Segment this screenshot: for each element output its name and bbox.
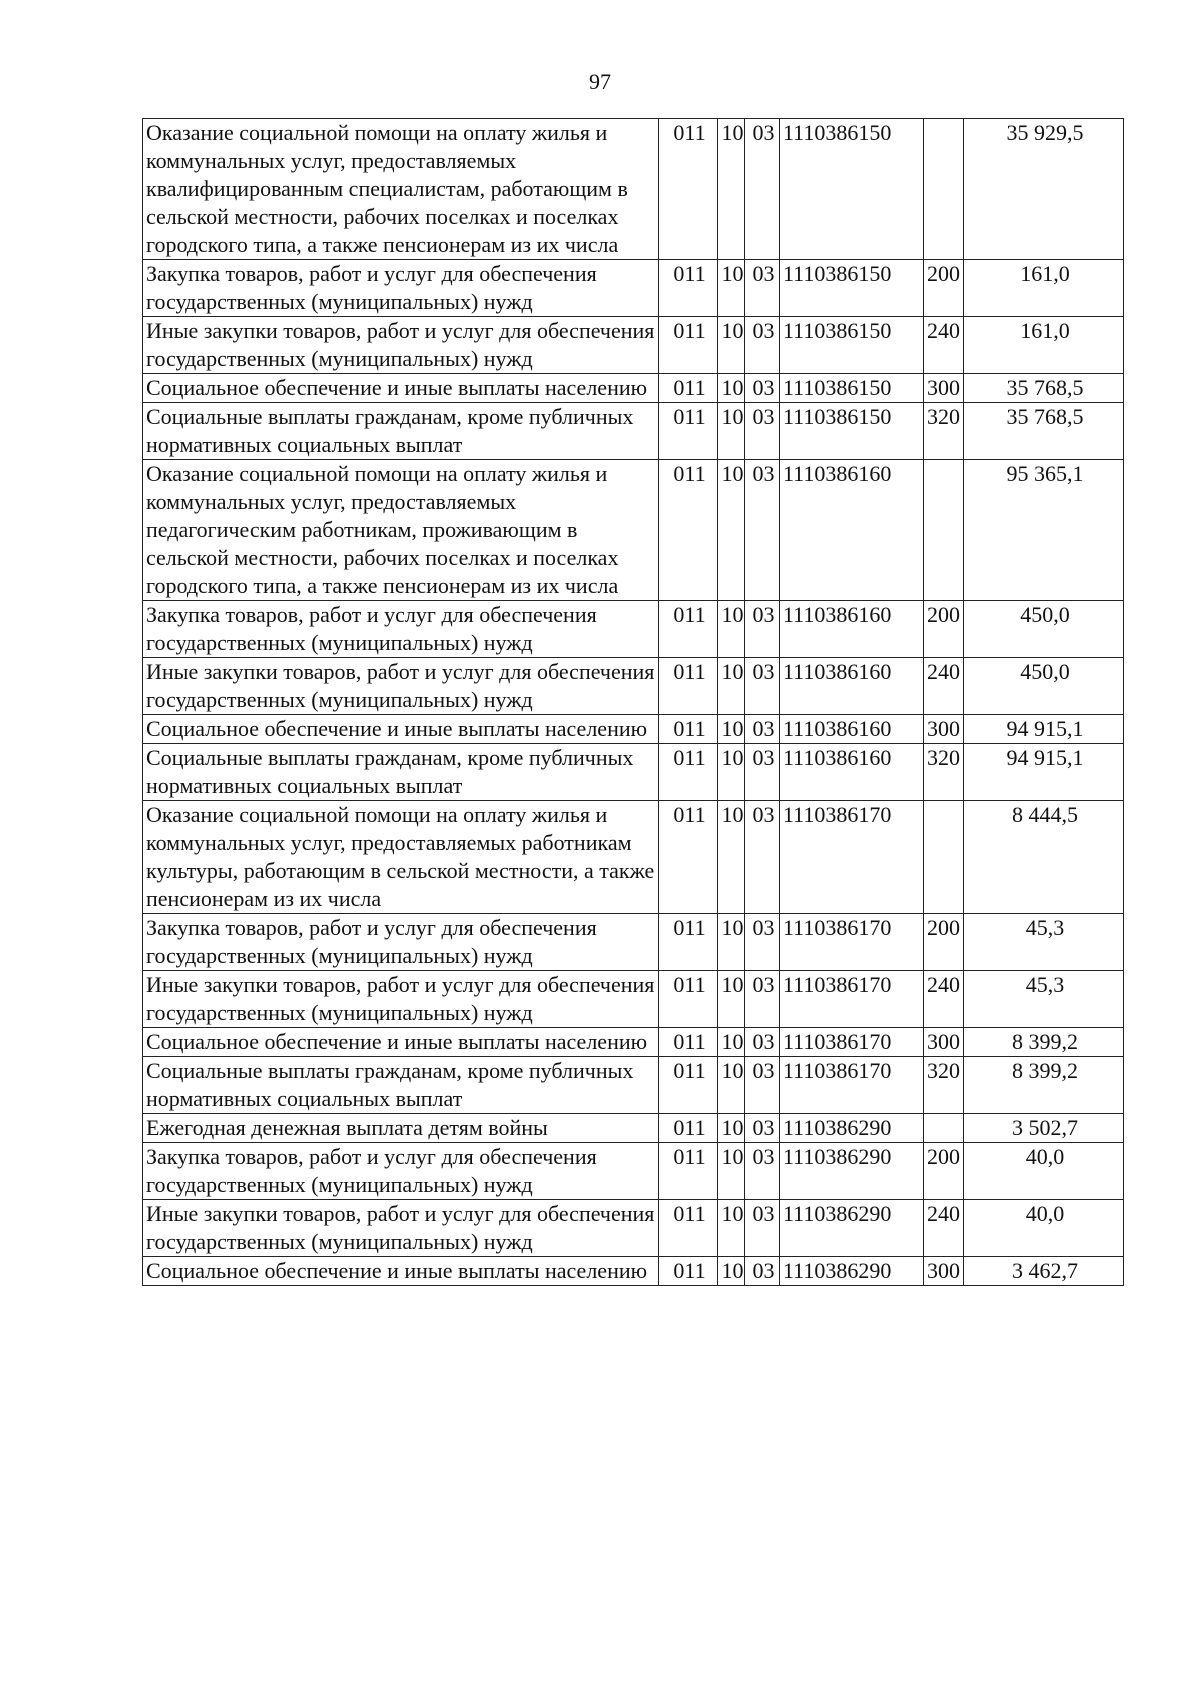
table-row [143, 744, 1124, 801]
section-code-cell: 10 [718, 1114, 745, 1143]
budget-table [142, 118, 1124, 1286]
amount-cell: 8 399,2 [964, 1028, 1124, 1057]
expense-name-cell: Ежегодная денежная выплата детям войны [143, 1114, 659, 1143]
expense-name-cell: Закупка товаров, работ и услуг для обеспечения государственных (муниципальных) нужд [143, 914, 659, 971]
amount-cell: 45,3 [964, 971, 1124, 1028]
target-article-cell: 1110386160 [780, 744, 924, 801]
page-number: 97 [589, 69, 611, 94]
expense-name-cell: Иные закупки товаров, работ и услуг для обеспечения государственных (муниципальных) нужд [143, 317, 659, 374]
expense-type-cell: 200 [924, 914, 964, 971]
subsection-code-cell: 03 [745, 1028, 780, 1057]
amount-cell: 40,0 [964, 1143, 1124, 1200]
expense-type-cell: 300 [924, 1028, 964, 1057]
section-code-cell: 10 [718, 460, 745, 601]
subsection-code-cell: 03 [745, 1143, 780, 1200]
subsection-code-cell: 03 [745, 374, 780, 403]
department-code-cell: 011 [659, 119, 718, 260]
amount-cell: 40,0 [964, 1200, 1124, 1257]
amount-cell: 161,0 [964, 260, 1124, 317]
expense-type-cell: 240 [924, 658, 964, 715]
section-code-cell: 10 [718, 1143, 745, 1200]
amount-cell: 161,0 [964, 317, 1124, 374]
expense-name-cell: Закупка товаров, работ и услуг для обеспечения государственных (муниципальных) нужд [143, 1143, 659, 1200]
subsection-code-cell: 03 [745, 744, 780, 801]
department-code-cell: 011 [659, 914, 718, 971]
subsection-code-cell: 03 [745, 317, 780, 374]
section-code-cell: 10 [718, 658, 745, 715]
table-row [143, 1057, 1124, 1114]
subsection-code-cell: 03 [745, 1057, 780, 1114]
expense-name-cell: Социальное обеспечение и иные выплаты населению [143, 1028, 659, 1057]
target-article-cell: 1110386150 [780, 119, 924, 260]
table-row [143, 119, 1124, 260]
subsection-code-cell: 03 [745, 260, 780, 317]
section-code-cell: 10 [718, 1257, 745, 1286]
expense-name-cell: Иные закупки товаров, работ и услуг для обеспечения государственных (муниципальных) нужд [143, 971, 659, 1028]
table-row [143, 1257, 1124, 1286]
section-code-cell: 10 [718, 317, 745, 374]
table-row [143, 658, 1124, 715]
subsection-code-cell: 03 [745, 601, 780, 658]
target-article-cell: 1110386150 [780, 374, 924, 403]
subsection-code-cell: 03 [745, 1114, 780, 1143]
target-article-cell: 1110386160 [780, 601, 924, 658]
department-code-cell: 011 [659, 374, 718, 403]
expense-type-cell: 240 [924, 317, 964, 374]
section-code-cell: 10 [718, 971, 745, 1028]
department-code-cell: 011 [659, 744, 718, 801]
table-row [143, 1200, 1124, 1257]
table-row [143, 1143, 1124, 1200]
expense-type-cell: 200 [924, 1143, 964, 1200]
expense-type-cell: 200 [924, 601, 964, 658]
expense-type-cell: 320 [924, 403, 964, 460]
amount-cell: 3 462,7 [964, 1257, 1124, 1286]
table-row [143, 914, 1124, 971]
target-article-cell: 1110386290 [780, 1143, 924, 1200]
expense-name-cell: Закупка товаров, работ и услуг для обеспечения государственных (муниципальных) нужд [143, 260, 659, 317]
department-code-cell: 011 [659, 801, 718, 914]
subsection-code-cell: 03 [745, 1257, 780, 1286]
table-row [143, 1028, 1124, 1057]
subsection-code-cell: 03 [745, 460, 780, 601]
expense-name-cell: Закупка товаров, работ и услуг для обеспечения государственных (муниципальных) нужд [143, 601, 659, 658]
section-code-cell: 10 [718, 1200, 745, 1257]
table-row [143, 801, 1124, 914]
amount-cell: 94 915,1 [964, 715, 1124, 744]
department-code-cell: 011 [659, 971, 718, 1028]
section-code-cell: 10 [718, 260, 745, 317]
target-article-cell: 1110386170 [780, 914, 924, 971]
amount-cell: 95 365,1 [964, 460, 1124, 601]
department-code-cell: 011 [659, 1057, 718, 1114]
expense-name-cell: Социальное обеспечение и иные выплаты населению [143, 715, 659, 744]
amount-cell: 3 502,7 [964, 1114, 1124, 1143]
department-code-cell: 011 [659, 1028, 718, 1057]
section-code-cell: 10 [718, 601, 745, 658]
expense-type-cell [924, 801, 964, 914]
target-article-cell: 1110386170 [780, 801, 924, 914]
expense-type-cell [924, 119, 964, 260]
amount-cell: 35 768,5 [964, 374, 1124, 403]
table-row [143, 460, 1124, 601]
department-code-cell: 011 [659, 403, 718, 460]
department-code-cell: 011 [659, 715, 718, 744]
target-article-cell: 1110386150 [780, 403, 924, 460]
subsection-code-cell: 03 [745, 914, 780, 971]
section-code-cell: 10 [718, 1057, 745, 1114]
section-code-cell: 10 [718, 119, 745, 260]
expense-type-cell: 200 [924, 260, 964, 317]
target-article-cell: 1110386290 [780, 1257, 924, 1286]
department-code-cell: 011 [659, 1200, 718, 1257]
amount-cell: 8 444,5 [964, 801, 1124, 914]
amount-cell: 8 399,2 [964, 1057, 1124, 1114]
expense-type-cell: 240 [924, 971, 964, 1028]
department-code-cell: 011 [659, 317, 718, 374]
table-row [143, 374, 1124, 403]
target-article-cell: 1110386160 [780, 715, 924, 744]
section-code-cell: 10 [718, 744, 745, 801]
subsection-code-cell: 03 [745, 403, 780, 460]
amount-cell: 35 929,5 [964, 119, 1124, 260]
expense-name-cell: Социальные выплаты гражданам, кроме публичных нормативных социальных выплат [143, 1057, 659, 1114]
subsection-code-cell: 03 [745, 658, 780, 715]
amount-cell: 450,0 [964, 601, 1124, 658]
section-code-cell: 10 [718, 801, 745, 914]
amount-cell: 35 768,5 [964, 403, 1124, 460]
target-article-cell: 1110386170 [780, 1057, 924, 1114]
expense-type-cell: 300 [924, 374, 964, 403]
expense-name-cell: Социальное обеспечение и иные выплаты населению [143, 374, 659, 403]
section-code-cell: 10 [718, 914, 745, 971]
department-code-cell: 011 [659, 1143, 718, 1200]
table-row [143, 260, 1124, 317]
subsection-code-cell: 03 [745, 801, 780, 914]
department-code-cell: 011 [659, 260, 718, 317]
expense-name-cell: Оказание социальной помощи на оплату жилья и коммунальных услуг, предоставляемых работникам культуры, работающим в сельской местности, а также пенсионерам из их числа [143, 801, 659, 914]
target-article-cell: 1110386290 [780, 1200, 924, 1257]
amount-cell: 450,0 [964, 658, 1124, 715]
subsection-code-cell: 03 [745, 971, 780, 1028]
department-code-cell: 011 [659, 658, 718, 715]
table-row [143, 1114, 1124, 1143]
section-code-cell: 10 [718, 715, 745, 744]
expense-type-cell: 320 [924, 1057, 964, 1114]
table-row [143, 715, 1124, 744]
expense-type-cell [924, 1114, 964, 1143]
expense-name-cell: Иные закупки товаров, работ и услуг для обеспечения государственных (муниципальных) нужд [143, 658, 659, 715]
expense-type-cell [924, 460, 964, 601]
department-code-cell: 011 [659, 1114, 718, 1143]
subsection-code-cell: 03 [745, 715, 780, 744]
target-article-cell: 1110386170 [780, 971, 924, 1028]
target-article-cell: 1110386160 [780, 658, 924, 715]
subsection-code-cell: 03 [745, 1200, 780, 1257]
table-row [143, 971, 1124, 1028]
expense-name-cell: Иные закупки товаров, работ и услуг для обеспечения государственных (муниципальных) нужд [143, 1200, 659, 1257]
department-code-cell: 011 [659, 601, 718, 658]
subsection-code-cell: 03 [745, 119, 780, 260]
target-article-cell: 1110386170 [780, 1028, 924, 1057]
table-row [143, 317, 1124, 374]
expense-type-cell: 300 [924, 1257, 964, 1286]
expense-name-cell: Оказание социальной помощи на оплату жилья и коммунальных услуг, предоставляемых педагогическим работникам, проживающим в сельской местности, рабочих поселках и поселках городского типа, а также пенсионерам из их числа [143, 460, 659, 601]
expense-name-cell: Социальные выплаты гражданам, кроме публичных нормативных социальных выплат [143, 403, 659, 460]
section-code-cell: 10 [718, 1028, 745, 1057]
section-code-cell: 10 [718, 403, 745, 460]
expense-type-cell: 240 [924, 1200, 964, 1257]
expense-name-cell: Социальные выплаты гражданам, кроме публичных нормативных социальных выплат [143, 744, 659, 801]
target-article-cell: 1110386290 [780, 1114, 924, 1143]
table-row [143, 601, 1124, 658]
amount-cell: 45,3 [964, 914, 1124, 971]
table-row [143, 403, 1124, 460]
target-article-cell: 1110386150 [780, 317, 924, 374]
target-article-cell: 1110386150 [780, 260, 924, 317]
section-code-cell: 10 [718, 374, 745, 403]
target-article-cell: 1110386160 [780, 460, 924, 601]
department-code-cell: 011 [659, 1257, 718, 1286]
department-code-cell: 011 [659, 460, 718, 601]
amount-cell: 94 915,1 [964, 744, 1124, 801]
expense-name-cell: Оказание социальной помощи на оплату жилья и коммунальных услуг, предоставляемых квалифицированным специалистам, работающим в сельской местности, рабочих поселках и поселках городского типа, а также пенсионерам из их числа [143, 119, 659, 260]
table-body [143, 119, 1124, 1286]
expense-type-cell: 320 [924, 744, 964, 801]
expense-name-cell: Социальное обеспечение и иные выплаты населению [143, 1257, 659, 1286]
expense-type-cell: 300 [924, 715, 964, 744]
